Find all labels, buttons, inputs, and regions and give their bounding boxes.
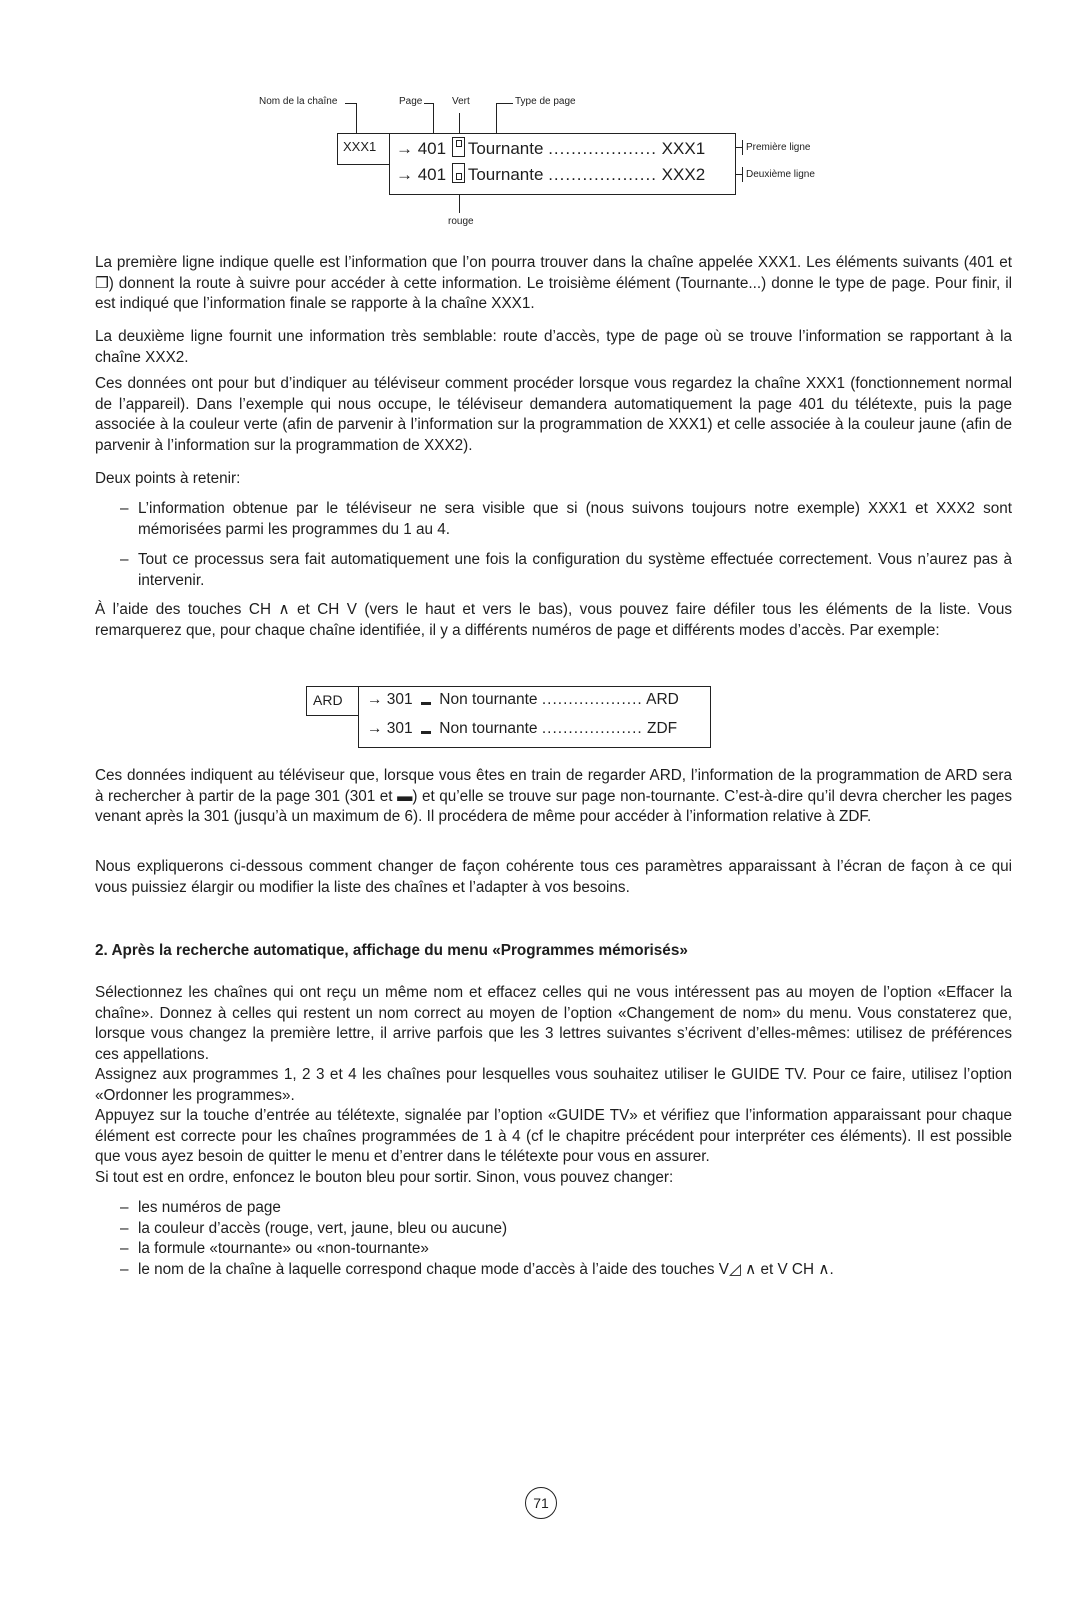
leader-line bbox=[496, 103, 497, 134]
paragraph: La deuxième ligne fournit une information très semblable: route d’accès, type de page où se trouve l’information se rapportant à la chaîne XXX2. bbox=[95, 328, 1012, 366]
leader-line bbox=[742, 167, 743, 182]
paragraph: Nous expliquerons ci-dessous comment changer de façon cohérente tous ces paramètres apparaissant à l’écran de façon à ce qui vous puissiez élargir ou modifier la liste des chaînes et l’adapter à vos besoins. bbox=[95, 858, 1012, 896]
leader-line bbox=[742, 140, 743, 155]
leader-dots: ................... bbox=[541, 720, 643, 737]
callout-green: Vert bbox=[452, 96, 470, 107]
leader-dots: ................... bbox=[548, 139, 657, 158]
route-row-2 bbox=[367, 720, 677, 738]
callout-channel-name: Nom de la chaîne bbox=[259, 96, 338, 107]
list-item-text: Tout ce processus sera fait automatiquement une fois la configuration du système effectuée correctement. Vous n’aurez pas à intervenir. bbox=[138, 551, 1012, 589]
list-item: – Tout ce processus sera fait automatiquement une fois la configuration du système effectuée correctement. Vous n’aurez pas à intervenir. bbox=[120, 550, 1012, 591]
bar-icon bbox=[421, 731, 431, 734]
list-item: – la formule «tournante» ou «non-tournante» bbox=[120, 1240, 429, 1258]
target-channel: XXX2 bbox=[661, 165, 706, 184]
leader-line bbox=[356, 103, 357, 134]
list-item-text: L’information obtenue par le téléviseur ne sera visible que si (nous suivons toujours notre exemple) XXX1 et XXX2 sont mémorisées parmi les programmes du 1 au 4. bbox=[138, 500, 1012, 538]
list-item: – le nom de la chaîne à laquelle correspond chaque mode d’accès à l’aide des touches V◿ ∧ et V CH ∧. bbox=[120, 1260, 834, 1278]
red-square-icon bbox=[452, 163, 465, 183]
paragraph: Appuyez sur la touche d’entrée au télétexte, signalée par l’option «GUIDE TV» et vérifiez que l’information apparaissant pour chaque élément est correcte pour les chaînes programmées de 1 à 4 (cf le chapitre précédent pour interpréter ces éléments). Il est possible que vous ayez besoin de quitter le menu et d’entrer dans le télétexte pour vous en assurer. bbox=[95, 1107, 1012, 1166]
bar-icon bbox=[421, 702, 431, 705]
paragraph: À l’aide des touches CH ∧ et CH V (vers le haut et vers le bas), vous pouvez faire défiler tous les éléments de la liste. Vous remarquerez que, pour chaque chaîne identifiée, il y a différents numéros de page et différents modes d’accès. Par exemple: bbox=[95, 601, 1012, 639]
paragraph: Ces données indiquent au téléviseur que, lorsque vous êtes en train de regarder ARD, l’information de la programmation de ARD sera à rechercher à partir de la page 301 (301 et ▬) et qu’elle se trouve sur page non-tournante. C’est-à-dire qu’il devra chercher les pages venant après la 301 (jusqu’à un maximum de 6). Il procédera de même pour accéder à l’information relative à ZDF. bbox=[95, 767, 1012, 826]
callout-page: Page bbox=[399, 96, 423, 107]
leader-line bbox=[496, 103, 513, 104]
leader-dots: ................... bbox=[548, 165, 657, 184]
route-page: → 301 bbox=[367, 691, 413, 708]
page-type: Tournante bbox=[467, 139, 544, 158]
paragraph: Si tout est en ordre, enfoncez le bouton bleu pour sortir. Sinon, vous pouvez changer: bbox=[95, 1169, 674, 1186]
page-type: Tournante bbox=[467, 165, 544, 184]
page-type: Non tournante bbox=[439, 691, 538, 708]
paragraph: Assignez aux programmes 1, 2 3 et 4 les chaînes pour lesquelles vous souhaitez utiliser le GUIDE TV. Pour ce faire, utilisez l’option «Ordonner les programmes». bbox=[95, 1066, 1012, 1104]
paragraph: Deux points à retenir: bbox=[95, 470, 241, 487]
paragraph: Sélectionnez les chaînes qui ont reçu un même nom et effacez celles qui ne vous intéressent pas au moyen de l’option «Effacer la chaîne». Donnez à celles qui restent un nom correct au moyen de l’option «Changement de nom» du menu. Vous constaterez que, lorsque vous changez la première lettre, il arrive parfois que les 3 lettres suivantes s’écrivent d’elles-mêmes: utilisez de préférences ces appellations. bbox=[95, 984, 1012, 1063]
channel-name: XXX1 bbox=[343, 139, 377, 154]
leader-line bbox=[459, 194, 460, 213]
target-channel: XXX1 bbox=[661, 139, 706, 158]
leader-line bbox=[459, 113, 460, 133]
callout-page-type: Type de page bbox=[515, 96, 576, 107]
route-page: → 401 bbox=[396, 165, 447, 184]
target-channel: ZDF bbox=[647, 720, 678, 737]
paragraph: La première ligne indique quelle est l’information que l’on pourra trouver dans la chaîne appelée XXX1. Les éléments suivants (401 et ❐) donnent la route à suivre pour accéder à cette information. Le troisième élément (Tournante...) donne le type de page. Pour finir, il est indiqué que l’information finale se rapporte à la chaîne XXX1. bbox=[95, 254, 1012, 313]
callout-first-line: Première ligne bbox=[746, 142, 811, 153]
list-item-text: le nom de la chaîne à laquelle correspond chaque mode d’accès à l’aide des touches V◿ ∧ et V CH ∧. bbox=[138, 1260, 834, 1278]
list-item-text: la formule «tournante» ou «non-tournante» bbox=[138, 1240, 429, 1258]
route-page: → 401 bbox=[396, 139, 447, 158]
route-row-1 bbox=[396, 137, 705, 159]
page-number: 71 bbox=[525, 1487, 557, 1519]
route-row-1 bbox=[367, 691, 679, 709]
list-item-text: les numéros de page bbox=[138, 1199, 281, 1216]
page-type: Non tournante bbox=[439, 720, 538, 737]
leader-dots: ................... bbox=[541, 691, 643, 708]
list-item: – les numéros de page bbox=[120, 1199, 281, 1216]
green-square-icon bbox=[452, 137, 465, 157]
list-item-text: la couleur d’accès (rouge, vert, jaune, bleu ou aucune) bbox=[138, 1219, 508, 1237]
callout-red: rouge bbox=[448, 216, 474, 227]
leader-line bbox=[433, 103, 434, 134]
route-page: → 301 bbox=[367, 720, 413, 737]
callout-second-line: Deuxième ligne bbox=[746, 169, 815, 180]
change-list bbox=[120, 1198, 834, 1280]
paragraph: Ces données ont pour but d’indiquer au téléviseur comment procéder lorsque vous regardez la chaîne XXX1 (fonctionnement normal de l’appareil). Dans l’exemple qui nous occupe, le téléviseur demandera automatiquement la page 401 du télétexte, puis la page associée à la couleur verte (afin de parvenir à l’information sur la programmation de XXX1) et celle associée à la couleur jaune (afin de parvenir à l’information sur la programmation de XXX2). bbox=[95, 375, 1012, 454]
section-heading: 2. Après la recherche automatique, affichage du menu «Programmes mémorisés» bbox=[95, 942, 688, 959]
target-channel: ARD bbox=[646, 691, 679, 708]
route-row-2 bbox=[396, 163, 705, 185]
list-item: – la couleur d’accès (rouge, vert, jaune, bleu ou aucune) bbox=[120, 1219, 508, 1237]
list-item: – L’information obtenue par le téléviseur ne sera visible que si (nous suivons toujours notre exemple) XXX1 et XXX2 sont mémorisées parmi les programmes du 1 au 4. bbox=[120, 499, 1012, 540]
channel-name: ARD bbox=[313, 692, 343, 708]
